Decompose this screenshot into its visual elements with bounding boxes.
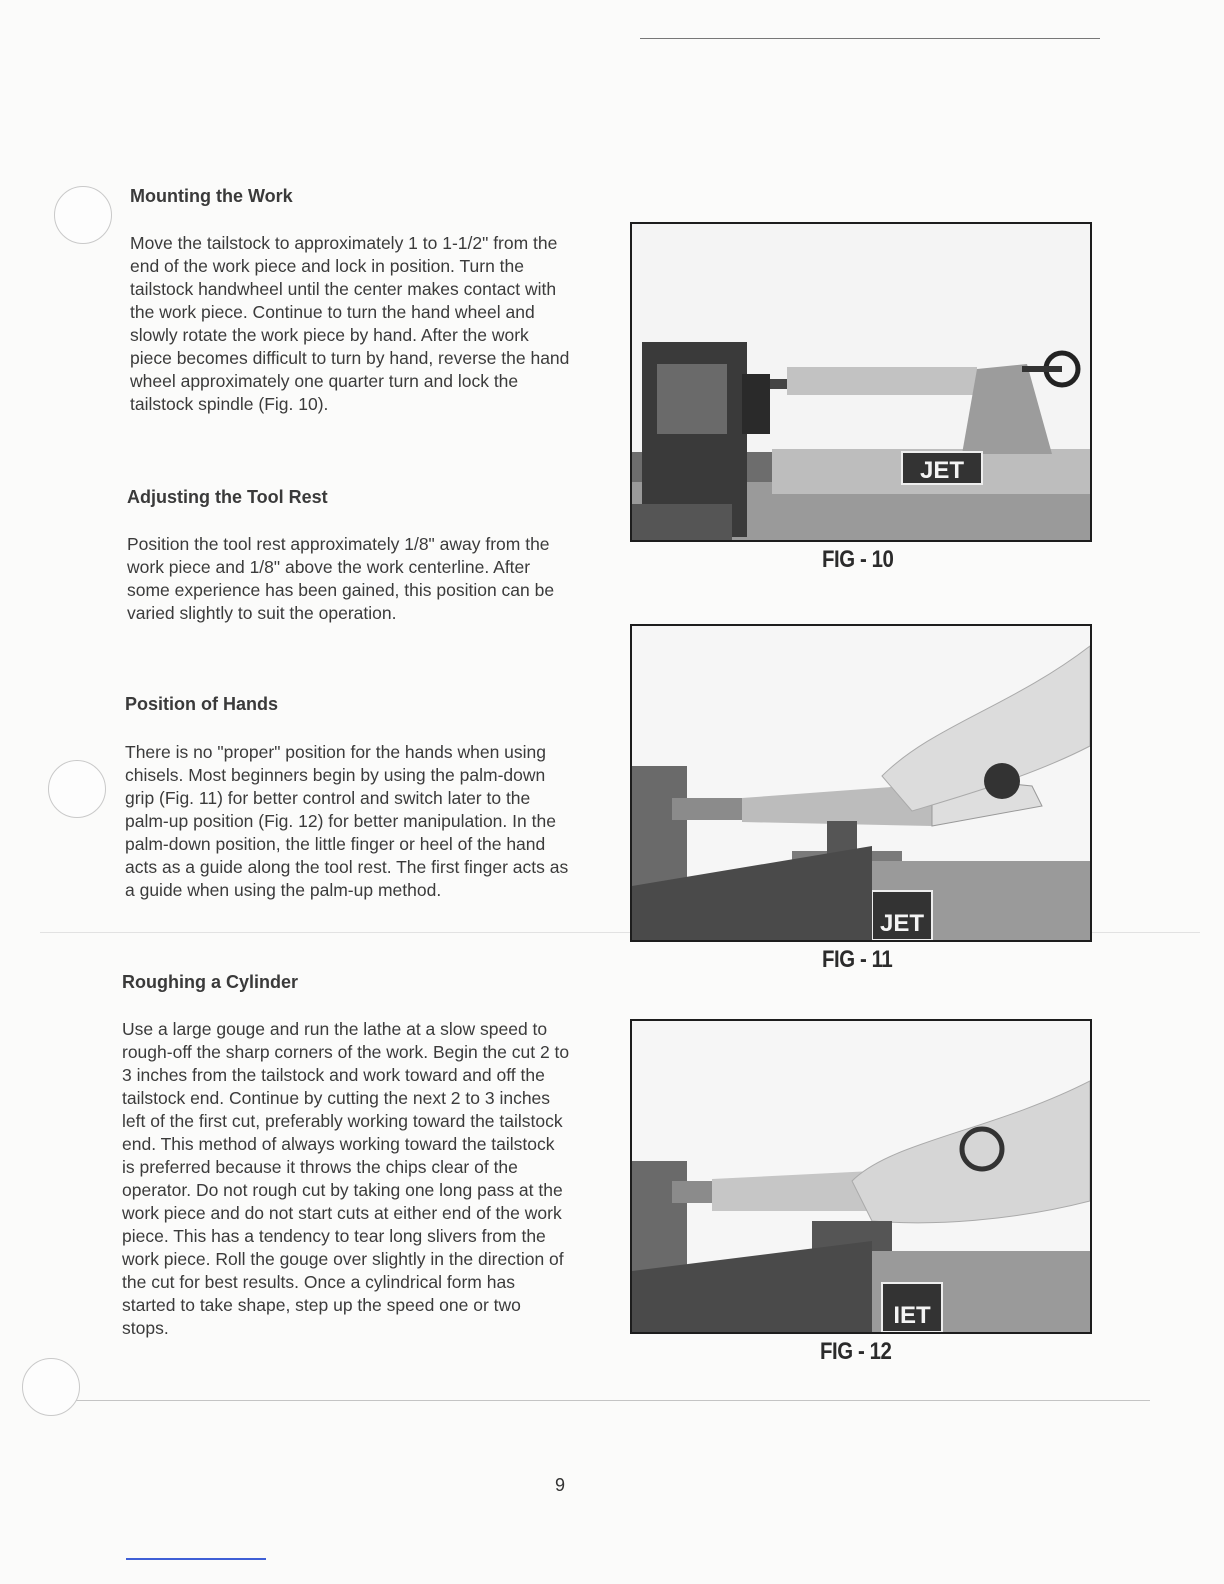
palm-up-grip-illustration <box>632 1021 1090 1332</box>
section-body-hands: There is no "proper" position for the hands when using chisels. Most beginners begin by using the palm-down grip (Fig. 11) for better control and switch later to the palm-up position (Fig. 12) for better manipulation. In the palm-down position, the little finger or heel of the hand acts as a guide along the tool rest. The first finger acts as a guide when using the palm-up method. <box>125 742 569 900</box>
section-body-roughing: Use a large gouge and run the lathe at a slow speed to rough-off the sharp corners of the work. Begin the cut 2 to 3 inches from the tailstock and work toward and off the tailstock end. Continue by cutting the next 2 to 3 inches left of the first cut, preferably working toward the tailstock end. This method of always working toward the tailstock is preferred because it throws the chips clear of the operator. Do not rough cut by taking one long pass at the work piece and do not start cuts at either end of the work piece. This has a tendency to tear long slivers from the work piece. Roll the gouge over slightly in the direction of the cut for best results. Once a cylindrical form has started to take shape, step up the speed one or two stops. <box>122 1019 570 1338</box>
page-number: 9 <box>555 1475 566 1495</box>
section-heading-tool-rest: Adjusting the Tool Rest <box>127 487 328 507</box>
figure-11-palm-down-photo <box>630 624 1092 942</box>
binder-hole-bottom <box>22 1358 80 1416</box>
bottom-blue-rule <box>126 1558 266 1560</box>
section-heading-hands: Position of Hands <box>125 694 278 714</box>
figure-12-caption: FIG - 12 <box>820 1338 892 1365</box>
section-body-tool-rest: Position the tool rest approximately 1/8" away from the work piece and 1/8" above the work centerline. After some experience has been gained, this position can be varied slightly to suit the operation. <box>127 534 555 623</box>
section-heading-roughing: Roughing a Cylinder <box>122 972 299 992</box>
binder-hole-middle <box>48 760 106 818</box>
section-body-mounting: Move the tailstock to approximately 1 to 1-1/2" from the end of the work piece and lock in position. Turn the tailstock handwheel until the center makes contact with the work piece. Continue to turn the hand wheel and slowly rotate the work piece by hand. After the work piece becomes difficult to turn by hand, reverse the hand wheel approximately one quarter turn and lock the tailstock spindle (Fig. 10). <box>130 233 570 414</box>
top-scan-line <box>640 38 1100 39</box>
text-column <box>122 0 592 1400</box>
lathe-tailstock-illustration <box>632 224 1090 540</box>
binder-hole-top <box>54 186 112 244</box>
figure-10-caption: FIG - 10 <box>822 546 894 573</box>
bottom-scan-line <box>60 1400 1150 1401</box>
fig-11-logo: JET <box>879 910 925 937</box>
palm-down-grip-illustration <box>632 626 1090 940</box>
fig-10-logo: JET <box>919 457 965 484</box>
figure-10-lathe-photo <box>630 222 1092 542</box>
figure-12-palm-up-photo <box>630 1019 1092 1334</box>
figure-11-caption: FIG - 11 <box>822 946 893 973</box>
fig-12-logo: IET <box>893 1302 931 1329</box>
section-heading-mounting: Mounting the Work <box>130 186 293 206</box>
